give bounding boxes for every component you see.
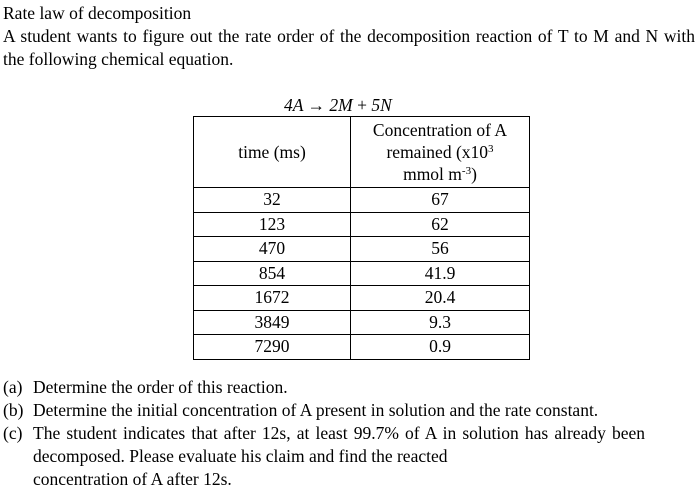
question-list	[3, 376, 693, 491]
header-time: time (ms)	[194, 117, 351, 188]
header-conc-close-paren: )	[471, 164, 477, 184]
equation-product-n: 5N	[371, 95, 392, 115]
question-item	[3, 422, 693, 491]
header-conc-unit-exponent: -3	[461, 165, 472, 177]
table-row	[194, 188, 530, 213]
document-title: Rate law of decomposition	[3, 3, 192, 23]
question-text-main: The student indicates that after 12s, at least 99.7% of A in solution has already been decomposed. Please evaluate his claim and find the reacted	[33, 423, 645, 466]
question-item	[3, 376, 693, 399]
time-cell: 123	[194, 212, 351, 237]
table-row	[194, 212, 530, 237]
question-text	[33, 399, 693, 422]
time-cell: 7290	[194, 335, 351, 360]
concentration-cell: 62	[351, 212, 530, 237]
equation-plus: +	[357, 95, 367, 115]
header-conc-unit: mmol m	[403, 164, 462, 184]
table-row	[194, 261, 530, 286]
header-conc-line3	[403, 164, 477, 184]
concentration-cell: 0.9	[351, 335, 530, 360]
table-row	[194, 335, 530, 360]
time-cell: 1672	[194, 286, 351, 311]
question-text-main: Determine the order of this reaction.	[33, 377, 288, 397]
header-conc-exponent: 3	[488, 143, 494, 155]
intro-paragraph: A student wants to figure out the rate order of the decomposition reaction of T to M and N with the following chemical equation.	[3, 26, 695, 69]
concentration-cell: 56	[351, 237, 530, 262]
concentration-cell: 9.3	[351, 310, 530, 335]
concentration-cell: 41.9	[351, 261, 530, 286]
table-row	[194, 310, 530, 335]
header-conc-line2-text: remained (x10	[386, 142, 489, 162]
table-row	[194, 286, 530, 311]
data-table	[193, 116, 530, 360]
header-concentration	[351, 117, 530, 188]
table-body	[194, 188, 530, 360]
question-marker: (b)	[3, 400, 24, 420]
reaction-arrow: →	[307, 95, 325, 115]
table-row	[194, 237, 530, 262]
question-text	[33, 422, 645, 491]
question-text-last-line: concentration of A after 12s.	[33, 469, 232, 489]
equation-reactant: 4A	[284, 95, 304, 115]
question-text-main: Determine the initial concentration of A present in solution and the rate constant.	[33, 400, 599, 420]
question-marker: (c)	[3, 423, 23, 443]
time-cell: 3849	[194, 310, 351, 335]
question-marker: (a)	[3, 377, 23, 397]
table-header-row	[194, 117, 530, 188]
header-conc-line2	[386, 142, 493, 162]
concentration-cell: 20.4	[351, 286, 530, 311]
time-cell: 470	[194, 237, 351, 262]
time-cell: 854	[194, 261, 351, 286]
question-item	[3, 399, 693, 422]
concentration-cell: 67	[351, 188, 530, 213]
time-cell: 32	[194, 188, 351, 213]
chemical-equation	[284, 94, 392, 117]
header-conc-line1: Concentration of A	[372, 120, 508, 140]
question-text	[33, 376, 693, 399]
equation-product-m: 2M	[329, 95, 353, 115]
